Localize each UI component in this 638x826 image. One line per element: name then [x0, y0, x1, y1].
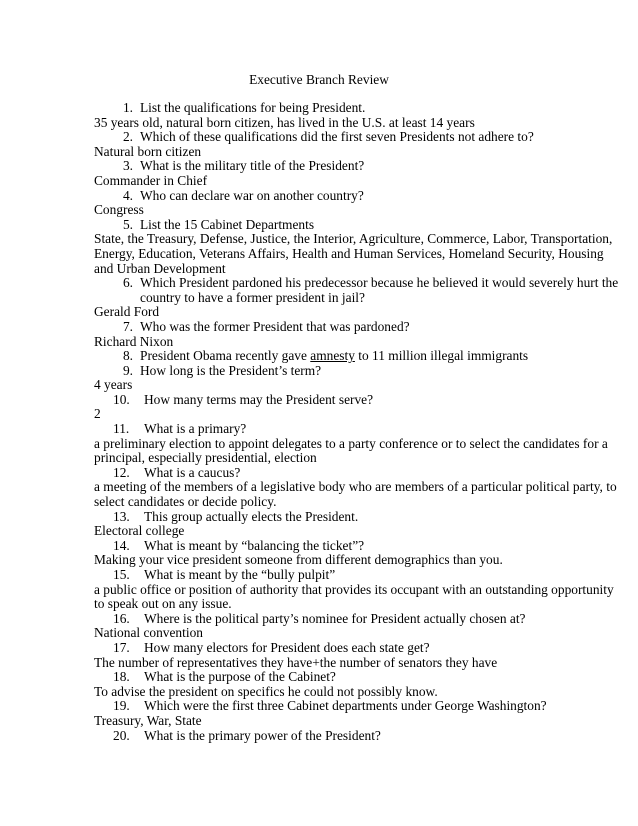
question-20 — [94, 729, 624, 744]
answer-16: National convention — [94, 625, 203, 641]
question-number: 13. — [113, 508, 130, 524]
question-number: 11. — [113, 421, 130, 437]
question-14 — [94, 539, 624, 554]
question-11 — [94, 422, 624, 437]
question-text: This group actually elects the President. — [144, 508, 359, 524]
answer-10: 2 — [94, 406, 101, 422]
question-text: What is the primary power of the President? — [144, 727, 381, 743]
answer-6: Gerald Ford — [94, 304, 160, 320]
question-text: Where is the political party’s nominee for President actually chosen at? — [144, 610, 526, 626]
answer-11: a preliminary election to appoint delegates to a party conference or to select the candidates for a principal, especially presidential, election — [94, 435, 608, 466]
question-number: 9. — [122, 362, 133, 378]
question-number: 14. — [113, 537, 130, 553]
question-number: 20. — [113, 727, 130, 743]
question-text: Who was the former President that was pardoned? — [140, 318, 410, 334]
question-number: 17. — [113, 639, 130, 655]
question-number: 12. — [113, 464, 130, 480]
question-text: How many terms may the President serve? — [144, 391, 374, 407]
answer-4: Congress — [94, 202, 144, 218]
question-19 — [94, 699, 624, 714]
question-list — [94, 101, 624, 743]
question-text-pre: President Obama recently gave — [140, 348, 311, 364]
question-text: Which of these qualifications did the first seven Presidents not adhere to? — [140, 129, 534, 145]
question-number: 3. — [122, 158, 133, 174]
question-number: 7. — [122, 318, 133, 334]
question-number: 6. — [122, 275, 133, 291]
answer-9: 4 years — [94, 377, 133, 393]
question-6 — [94, 276, 624, 305]
answer-15: a public office or position of authority that provides its occupant with an outstanding opportunity to speak out on any issue. — [94, 581, 614, 612]
answer-18: To advise the president on specifics he could not possibly know. — [94, 683, 438, 699]
question-number: 2. — [122, 129, 133, 145]
question-16 — [94, 612, 624, 627]
question-1 — [94, 101, 624, 116]
document-title: Executive Branch Review — [249, 72, 389, 87]
answer-13: Electoral college — [94, 523, 185, 539]
question-number: 8. — [122, 348, 133, 364]
question-text: How long is the President’s term? — [140, 362, 322, 378]
question-text: What is meant by “balancing the ticket”? — [144, 537, 365, 553]
question-12 — [94, 466, 624, 481]
question-text: Which were the first three Cabinet departments under George Washington? — [144, 698, 547, 714]
answer-7: Richard Nixon — [94, 333, 174, 349]
question-5 — [94, 218, 624, 233]
question-text: List the 15 Cabinet Departments — [140, 216, 315, 232]
question-text-post: to 11 million illegal immigrants — [354, 348, 529, 364]
question-3 — [94, 159, 624, 174]
question-4 — [94, 189, 624, 204]
answer-19: Treasury, War, State — [94, 712, 202, 728]
question-text — [140, 349, 624, 364]
answer-1: 35 years old, natural born citizen, has lived in the U.S. at least 14 years — [94, 114, 475, 130]
answer-12: a meeting of the members of a legislative body who are members of a particular political party, to select candidates or decide policy. — [94, 479, 617, 510]
question-text: Which President pardoned his predecessor because he believed it would severely hurt the country to have a former president in jail? — [140, 275, 619, 305]
answer-5: State, the Treasury, Defense, Justice, the Interior, Agriculture, Commerce, Labor, Transportation, Energy, Education, Veterans Affairs, Health and Human Services, Homeland Security, Housing and Urban Development — [94, 231, 613, 276]
question-18 — [94, 670, 624, 685]
question-text: How many electors for President does each state get? — [144, 639, 430, 655]
question-number: 16. — [113, 610, 130, 626]
answer-2: Natural born citizen — [94, 143, 202, 159]
answer-3: Commander in Chief — [94, 172, 208, 188]
question-number: 15. — [113, 567, 130, 582]
question-text: List the qualifications for being President. — [140, 100, 366, 115]
question-number: 4. — [122, 187, 133, 203]
question-9 — [94, 364, 624, 379]
question-number: 10. — [113, 391, 130, 407]
question-17 — [94, 641, 624, 656]
question-text: What is a caucus? — [144, 464, 241, 480]
question-text: What is meant by the “bully pulpit” — [144, 567, 336, 582]
answer-17: The number of representatives they have+the number of senators they have — [94, 654, 498, 670]
question-text: What is the military title of the President? — [140, 158, 365, 174]
question-number: 5. — [122, 216, 133, 232]
underlined-word: amnesty — [310, 348, 355, 364]
question-8 — [94, 349, 624, 364]
question-text: Who can declare war on another country? — [140, 187, 364, 203]
question-number: 18. — [113, 669, 130, 685]
question-13 — [94, 510, 624, 525]
question-number: 19. — [113, 698, 130, 714]
question-text: What is the purpose of the Cabinet? — [144, 669, 336, 685]
question-2 — [94, 130, 624, 145]
question-text: What is a primary? — [144, 421, 247, 437]
question-15 — [94, 568, 624, 583]
question-10 — [94, 393, 624, 408]
answer-14: Making your vice president someone from different demographics than you. — [94, 552, 503, 568]
question-7 — [94, 320, 624, 335]
question-number: 1. — [122, 100, 133, 115]
